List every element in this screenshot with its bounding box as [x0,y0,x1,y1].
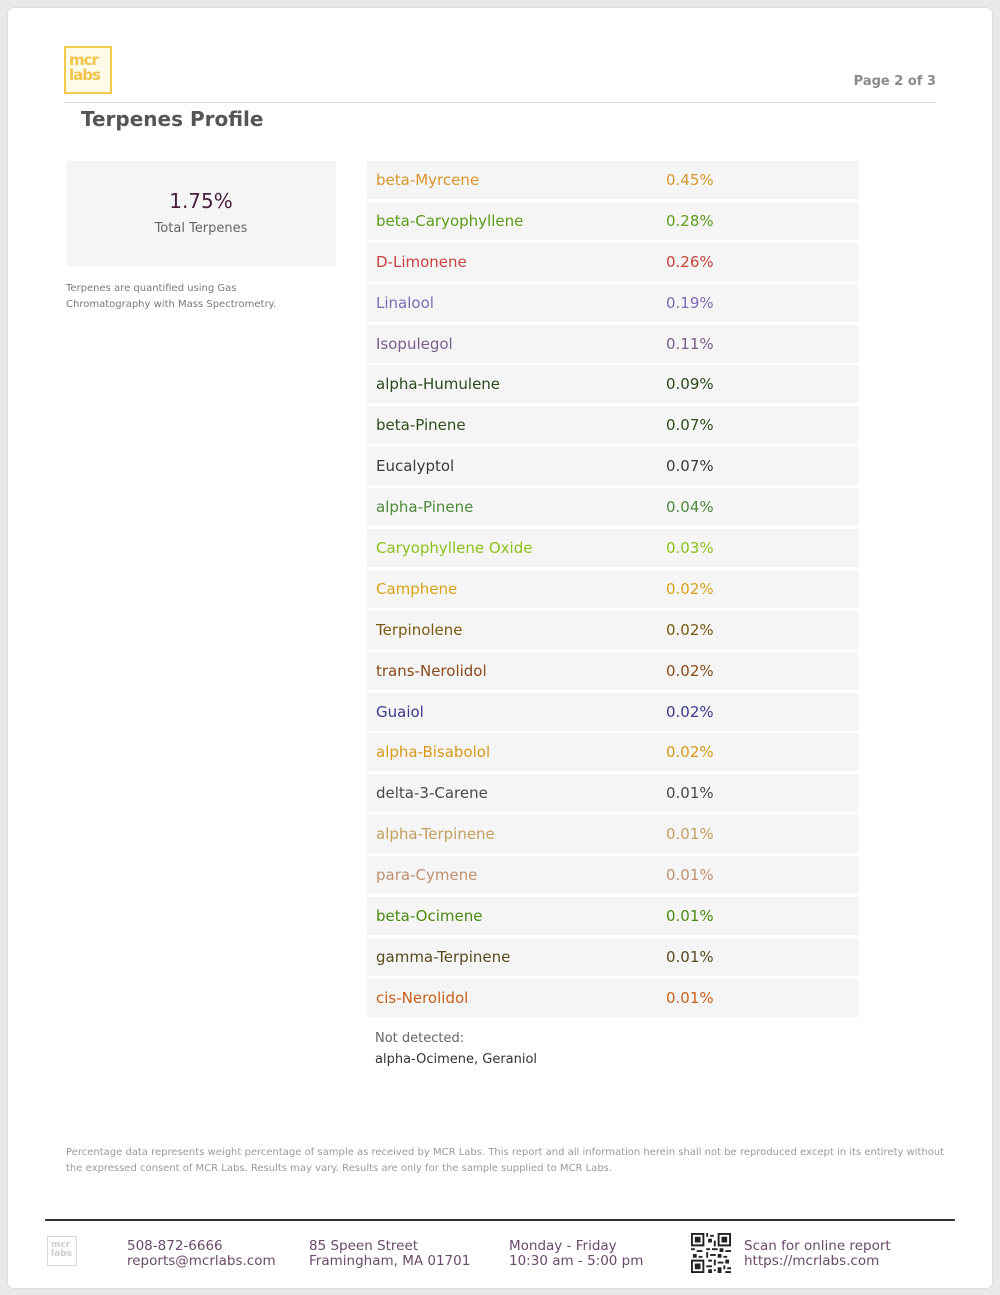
terpene-row [367,406,859,444]
footer-hours-time: 10:30 am - 5:00 pm [509,1253,644,1269]
terpene-name: Eucalyptol [376,457,455,476]
total-terpenes-value: 1.75% [169,189,233,213]
terpene-name: alpha-Humulene [376,375,501,394]
terpene-percent: 0.11% [666,334,714,353]
terpene-percent: 0.02% [666,702,714,721]
footer-contact [127,1239,276,1269]
terpene-name: para-Cymene [376,866,478,885]
terpene-percent: 0.01% [666,947,714,966]
footer-scan [744,1239,891,1269]
terpene-row [367,570,859,608]
terpenes-table [367,161,859,1020]
terpene-row [367,243,859,281]
page-number: Page 2 of 3 [853,74,936,89]
mcr-labs-logo: mcr labs [64,46,112,94]
terpene-row [367,529,859,567]
terpene-percent: 0.09% [666,375,714,394]
page-title: Terpenes Profile [81,107,264,131]
terpene-name: trans-Nerolidol [376,661,487,680]
terpene-name: Linalool [376,293,434,312]
terpene-name: alpha-Pinene [376,498,474,517]
terpene-name: alpha-Bisabolol [376,743,491,762]
terpene-row [367,652,859,690]
terpene-row [367,815,859,853]
terpene-row [367,447,859,485]
terpene-name: beta-Caryophyllene [376,211,524,230]
terpene-row [367,325,859,363]
terpene-percent: 0.02% [666,579,714,598]
qr-code-icon[interactable] [691,1233,731,1273]
footer-scan-label: Scan for online report [744,1238,891,1254]
terpene-name: beta-Ocimene [376,907,483,926]
terpene-row [367,202,859,240]
terpene-name: beta-Pinene [376,416,466,435]
footer-address [309,1239,470,1269]
terpene-name: beta-Myrcene [376,171,480,189]
terpene-percent: 0.28% [666,211,714,230]
terpene-name: Camphene [376,579,458,598]
terpene-row [367,897,859,935]
terpene-percent: 0.19% [666,293,714,312]
terpene-name: alpha-Terpinene [376,825,495,844]
terpene-name: Terpinolene [376,620,463,639]
header-divider [64,102,936,103]
disclaimer: Percentage data represents weight percentage of sample as received by MCR Labs. This report and all information herein shall not be reproduced except in its entirety without the expressed consent of MCR Labs. Results may vary. Results are only for the sample supplied to MCR Labs. [66,1147,945,1174]
terpene-row [367,733,859,771]
terpene-percent: 0.01% [666,784,714,803]
terpene-row [367,365,859,403]
terpene-percent: 0.01% [666,825,714,844]
method-note: Terpenes are quantified using Gas Chromatography with Mass Spectrometry. [66,283,277,310]
terpene-row [367,611,859,649]
total-terpenes-label: Total Terpenes [154,221,248,236]
terpene-row [367,161,859,199]
terpene-name: gamma-Terpinene [376,947,511,966]
footer-hours [509,1239,643,1269]
terpene-percent: 0.04% [666,498,714,517]
footer-email[interactable]: reports@mcrlabs.com [127,1253,276,1269]
report-page [8,8,992,1288]
terpene-percent: 0.02% [666,661,714,680]
terpene-name: D-Limonene [376,252,467,271]
footer-url[interactable]: https://mcrlabs.com [744,1253,880,1269]
terpene-percent: 0.02% [666,620,714,639]
terpene-name: cis-Nerolidol [376,988,469,1007]
terpene-percent: 0.02% [666,743,714,762]
terpene-percent: 0.01% [666,907,714,926]
terpene-name: Caryophyllene Oxide [376,539,533,558]
terpene-name: Guaiol [376,702,424,721]
terpene-row [367,774,859,812]
terpene-row [367,938,859,976]
not-detected-list: alpha-Ocimene, Geraniol [375,1052,538,1067]
footer-address-line2: Framingham, MA 01701 [309,1253,471,1269]
total-terpenes-card [66,161,336,266]
terpene-name: delta-3-Carene [376,784,488,803]
terpene-percent: 0.01% [666,988,714,1007]
footer-hours-days: Monday - Friday [509,1238,617,1254]
footer-address-line1: 85 Speen Street [309,1238,419,1254]
footer-phone[interactable]: 508-872-6666 [127,1238,223,1254]
terpene-row [367,979,859,1017]
terpene-row [367,693,859,731]
footer-divider [45,1219,955,1221]
terpene-percent: 0.03% [666,539,714,558]
terpene-percent: 0.07% [666,416,714,435]
footer-logo: mcr labs [47,1236,77,1266]
terpene-name: Isopulegol [376,334,453,353]
terpene-row [367,856,859,894]
not-detected-label: Not detected: [375,1031,465,1046]
terpene-row [367,284,859,322]
terpene-percent: 0.45% [666,171,714,189]
terpene-percent: 0.07% [666,457,714,476]
terpene-row [367,488,859,526]
terpene-percent: 0.26% [666,252,714,271]
terpene-percent: 0.01% [666,866,714,885]
